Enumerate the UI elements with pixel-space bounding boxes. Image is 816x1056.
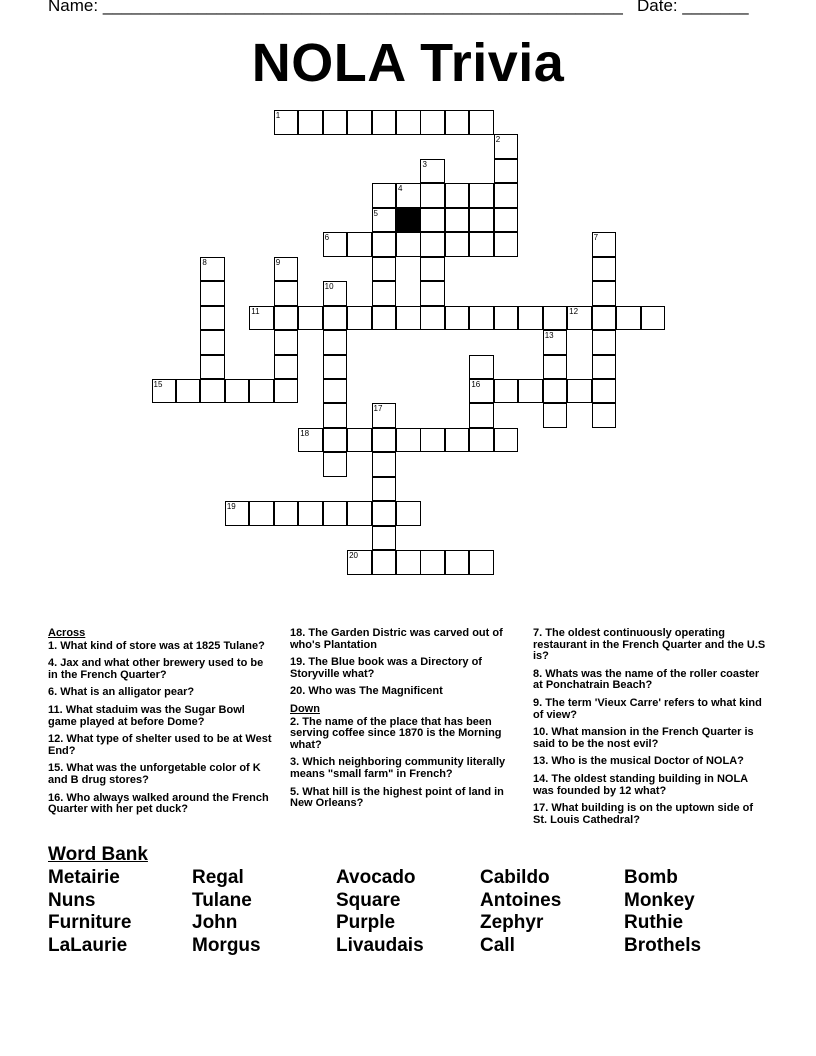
word-bank-item: Ruthie bbox=[624, 912, 684, 933]
clue-down-3: 3. Which neighboring community literally means "small farm" in French? bbox=[290, 756, 506, 780]
grid-cell[interactable] bbox=[298, 428, 323, 453]
page-title: NOLA Trivia bbox=[251, 33, 565, 93]
grid-cell[interactable] bbox=[494, 208, 519, 233]
grid-cell[interactable] bbox=[543, 403, 568, 428]
clue-number: 5 bbox=[373, 208, 378, 218]
clue-across-15: 15. What was the unforgetable color of K and B drug stores? bbox=[48, 762, 261, 786]
word-bank-item: Cabildo bbox=[480, 867, 550, 888]
word-bank-title: Word Bank bbox=[48, 844, 148, 865]
grid-cell[interactable] bbox=[298, 110, 323, 135]
grid-cell[interactable] bbox=[347, 428, 372, 453]
clues-column-1 bbox=[48, 628, 274, 822]
clue-across-19: 19. The Blue book was a Directory of Storyville what? bbox=[290, 656, 482, 680]
clue-across-1: 1. What kind of store was at 1825 Tulane? bbox=[48, 639, 265, 652]
clue-down-2: 2. The name of the place that has been serving coffee since 1870 is the Morning what? bbox=[290, 715, 502, 751]
grid-cell[interactable] bbox=[372, 501, 397, 526]
black-square bbox=[396, 208, 421, 233]
clue-number: 3 bbox=[422, 159, 427, 169]
grid-cell[interactable] bbox=[249, 379, 274, 404]
grid-cell[interactable] bbox=[323, 428, 348, 453]
word-bank-item: Square bbox=[336, 890, 401, 911]
grid-cell[interactable] bbox=[420, 183, 445, 208]
word-bank-item: Purple bbox=[336, 912, 396, 933]
grid-cell[interactable] bbox=[200, 379, 225, 404]
grid-cell[interactable] bbox=[567, 379, 592, 404]
grid-cell[interactable] bbox=[420, 428, 445, 453]
grid-cell[interactable] bbox=[323, 110, 348, 135]
clue-number: 4 bbox=[398, 184, 403, 194]
grid-cell[interactable] bbox=[323, 232, 348, 257]
grid-cell[interactable] bbox=[372, 183, 397, 208]
word-bank-item: Brothels bbox=[624, 935, 702, 956]
word-bank-item: Antoines bbox=[480, 890, 562, 911]
clue-down-17: 17. What building is on the uptown side of St. Louis Cathedral? bbox=[533, 802, 754, 826]
date-label: Date: bbox=[637, 0, 678, 15]
clue-number: 2 bbox=[495, 135, 501, 145]
grid-cell[interactable] bbox=[592, 330, 617, 355]
clue-across-20: 20. Who was The Magnificent bbox=[290, 685, 443, 698]
grid-cell[interactable] bbox=[543, 330, 568, 355]
grid-cell[interactable] bbox=[518, 379, 543, 404]
grid-cell[interactable] bbox=[592, 281, 617, 306]
grid-cell[interactable] bbox=[396, 183, 421, 208]
grid-cell[interactable] bbox=[323, 281, 348, 306]
grid-cell[interactable] bbox=[274, 355, 299, 380]
grid-cell[interactable] bbox=[200, 306, 225, 331]
grid-cell[interactable] bbox=[445, 183, 470, 208]
grid-cell[interactable] bbox=[592, 355, 617, 380]
grid-cell[interactable] bbox=[347, 501, 372, 526]
grid-cell[interactable] bbox=[445, 550, 470, 575]
grid-cell[interactable] bbox=[494, 428, 519, 453]
grid-cell[interactable] bbox=[225, 379, 250, 404]
grid-cell[interactable] bbox=[274, 501, 299, 526]
grid-cell[interactable] bbox=[323, 306, 348, 331]
grid-cell[interactable] bbox=[372, 428, 397, 453]
grid-cell[interactable] bbox=[445, 208, 470, 233]
clue-down-13: 13. Who is the musical Doctor of NOLA? bbox=[533, 755, 744, 768]
clue-number: 6 bbox=[324, 233, 330, 243]
grid-cell[interactable] bbox=[372, 257, 397, 282]
clue-number: 17 bbox=[373, 404, 383, 414]
clue-number: 7 bbox=[593, 233, 599, 243]
grid-cell[interactable] bbox=[372, 526, 397, 551]
grid-cell[interactable] bbox=[372, 550, 397, 575]
word-bank-item: Monkey bbox=[624, 890, 695, 911]
word-bank-item: Tulane bbox=[192, 890, 252, 911]
grid-cell[interactable] bbox=[445, 232, 470, 257]
grid-cell[interactable] bbox=[323, 452, 348, 477]
clue-number: 20 bbox=[349, 551, 358, 561]
word-bank-item: Zephyr bbox=[480, 912, 544, 933]
grid-cell[interactable] bbox=[396, 232, 421, 257]
word-bank-item: Nuns bbox=[48, 890, 96, 911]
grid-cell[interactable] bbox=[347, 232, 372, 257]
grid-cell[interactable] bbox=[494, 134, 519, 159]
word-bank-item: Livaudais bbox=[336, 935, 424, 956]
grid-cell[interactable] bbox=[274, 257, 299, 282]
grid-cell[interactable] bbox=[152, 379, 177, 404]
grid-cell[interactable] bbox=[445, 306, 470, 331]
grid-cell[interactable] bbox=[592, 379, 617, 404]
clue-number: 1 bbox=[275, 111, 281, 120]
grid-cell[interactable] bbox=[347, 306, 372, 331]
grid-cell[interactable] bbox=[469, 208, 494, 233]
clue-number: 16 bbox=[471, 379, 481, 389]
grid-cell[interactable] bbox=[323, 330, 348, 355]
clue-down-10: 10. What mansion in the French Quarter is said to be the nost evil? bbox=[533, 726, 754, 750]
grid-cell[interactable] bbox=[420, 550, 445, 575]
grid-cell[interactable] bbox=[372, 306, 397, 331]
grid-cell[interactable] bbox=[543, 379, 568, 404]
clue-number: 19 bbox=[226, 502, 236, 512]
grid-cell[interactable] bbox=[200, 330, 225, 355]
grid-cell[interactable] bbox=[249, 306, 274, 331]
clue-across-12: 12. What type of shelter used to be at West End? bbox=[48, 733, 272, 757]
grid-cell[interactable] bbox=[396, 550, 421, 575]
grid-cell[interactable] bbox=[494, 306, 519, 331]
grid-cell[interactable] bbox=[200, 355, 225, 380]
grid-cell[interactable] bbox=[420, 281, 445, 306]
grid-cell[interactable] bbox=[469, 306, 494, 331]
clue-number: 10 bbox=[324, 282, 334, 292]
grid-cell[interactable] bbox=[592, 257, 617, 282]
grid-cell[interactable] bbox=[420, 257, 445, 282]
grid-cell[interactable] bbox=[469, 232, 494, 257]
clue-number: 8 bbox=[202, 257, 207, 267]
grid-cell[interactable] bbox=[445, 110, 470, 135]
grid-cell[interactable] bbox=[274, 330, 299, 355]
grid-cell[interactable] bbox=[396, 306, 421, 331]
grid-cell[interactable] bbox=[592, 306, 617, 331]
grid-cell[interactable] bbox=[420, 306, 445, 331]
name-label: Name: bbox=[48, 0, 99, 15]
clue-number: 12 bbox=[569, 306, 579, 316]
grid-cell[interactable] bbox=[323, 501, 348, 526]
clue-across-6: 6. What is an alligator pear? bbox=[48, 686, 195, 699]
date-blank: _______ bbox=[682, 0, 749, 15]
word-bank-item: LaLaurie bbox=[48, 935, 128, 956]
grid-cell[interactable] bbox=[323, 379, 348, 404]
clue-across-11: 11. What staduim was the Sugar Bowl game played at before Dome? bbox=[48, 703, 245, 728]
clue-down-9: 9. The term 'Vieux Carre' refers to what kind of view? bbox=[533, 696, 762, 721]
grid-cell[interactable] bbox=[469, 183, 494, 208]
clue-across-4: 4. Jax and what other brewery used to be in the French Quarter? bbox=[48, 657, 264, 681]
grid-cell[interactable] bbox=[372, 477, 397, 502]
grid-cell[interactable] bbox=[445, 428, 470, 453]
name-blank: _______________________________________________________ bbox=[102, 0, 623, 15]
grid-cell[interactable] bbox=[274, 306, 299, 331]
clues-column-3 bbox=[533, 628, 769, 832]
clue-number: 15 bbox=[153, 379, 163, 389]
clue-across-16: 16. Who always walked around the French Quarter with her pet duck? bbox=[48, 791, 269, 816]
grid-cell[interactable] bbox=[323, 403, 348, 428]
grid-cell[interactable] bbox=[420, 110, 445, 135]
across-heading: Across bbox=[48, 627, 86, 639]
clue-down-5: 5. What hill is the highest point of land in New Orleans? bbox=[290, 785, 504, 810]
grid-cell[interactable] bbox=[592, 232, 617, 257]
grid-cell[interactable] bbox=[200, 257, 225, 282]
grid-cell[interactable] bbox=[372, 208, 397, 233]
grid-cell[interactable] bbox=[396, 110, 421, 135]
grid-cell[interactable] bbox=[347, 110, 372, 135]
grid-cell[interactable] bbox=[469, 550, 494, 575]
grid-cell[interactable] bbox=[469, 428, 494, 453]
grid-cell[interactable] bbox=[420, 208, 445, 233]
clue-number: 11 bbox=[251, 306, 260, 316]
grid-cell[interactable] bbox=[176, 379, 201, 404]
grid-cell[interactable] bbox=[494, 159, 519, 184]
grid-cell[interactable] bbox=[567, 306, 592, 331]
grid-cell[interactable] bbox=[396, 501, 421, 526]
grid-cell[interactable] bbox=[298, 501, 323, 526]
clue-across-18: 18. The Garden Distric was carved out of who's Plantation bbox=[290, 627, 503, 651]
grid-cell[interactable] bbox=[347, 550, 372, 575]
clue-number: 13 bbox=[544, 331, 554, 341]
grid-cell[interactable] bbox=[641, 306, 666, 331]
grid-cell[interactable] bbox=[494, 232, 519, 257]
grid-cell[interactable] bbox=[469, 379, 494, 404]
grid-cell[interactable] bbox=[323, 355, 348, 380]
grid-cell[interactable] bbox=[372, 110, 397, 135]
word-bank-item: Morgus bbox=[192, 935, 261, 956]
grid-cell[interactable] bbox=[396, 428, 421, 453]
clue-down-8: 8. Whats was the name of the roller coaster at Ponchatrain Beach? bbox=[533, 667, 760, 692]
word-bank-item: Avocado bbox=[336, 867, 416, 888]
grid-cell[interactable] bbox=[616, 306, 641, 331]
clue-number: 18 bbox=[300, 428, 310, 438]
word-bank-item: Call bbox=[480, 935, 515, 956]
grid-cell[interactable] bbox=[225, 501, 250, 526]
grid-cell[interactable] bbox=[274, 281, 299, 306]
word-bank-item: Bomb bbox=[624, 867, 678, 888]
clue-down-14: 14. The oldest standing building in NOLA was founded by 12 what? bbox=[533, 772, 748, 797]
grid-cell[interactable] bbox=[274, 379, 299, 404]
clues-column-2 bbox=[290, 628, 516, 816]
grid-cell[interactable] bbox=[469, 403, 494, 428]
word-bank-item: John bbox=[192, 912, 238, 933]
grid-cell[interactable] bbox=[372, 281, 397, 306]
grid-cell[interactable] bbox=[200, 281, 225, 306]
grid-cell[interactable] bbox=[372, 452, 397, 477]
down-heading: Down bbox=[290, 702, 320, 715]
grid-cell[interactable] bbox=[372, 232, 397, 257]
word-bank-item: Metairie bbox=[48, 867, 120, 888]
grid-cell[interactable] bbox=[420, 159, 445, 184]
grid-cell[interactable] bbox=[592, 403, 617, 428]
word-bank-item: Regal bbox=[192, 867, 244, 888]
clue-number: 9 bbox=[275, 257, 281, 267]
grid-cell[interactable] bbox=[543, 306, 568, 331]
word-bank-item: Furniture bbox=[48, 912, 132, 933]
grid-cell[interactable] bbox=[249, 501, 274, 526]
grid-cell[interactable] bbox=[543, 355, 568, 380]
grid-cell[interactable] bbox=[274, 110, 299, 135]
grid-cell[interactable] bbox=[494, 379, 519, 404]
grid-cell[interactable] bbox=[469, 110, 494, 135]
grid-cell[interactable] bbox=[372, 403, 397, 428]
grid-cell[interactable] bbox=[518, 306, 543, 331]
grid-cell[interactable] bbox=[420, 232, 445, 257]
grid-cell[interactable] bbox=[298, 306, 323, 331]
clue-down-7: 7. The oldest continuously operating restaurant in the French Quarter and the U.S is? bbox=[533, 627, 766, 663]
grid-cell[interactable] bbox=[494, 183, 519, 208]
grid-cell[interactable] bbox=[469, 355, 494, 380]
